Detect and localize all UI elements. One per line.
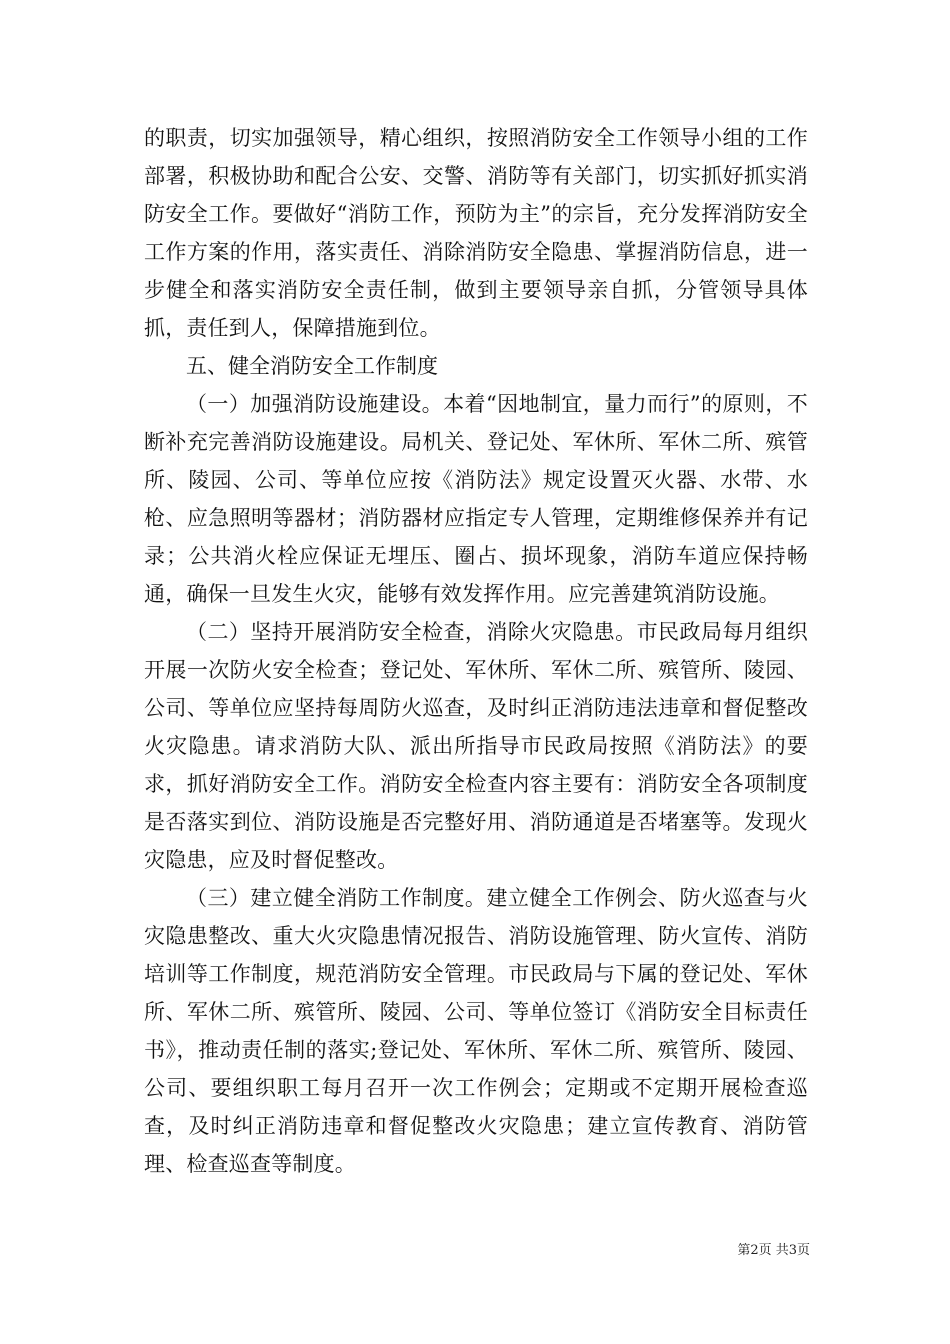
paragraph-item-1: （一）加强消防设施建设。本着“因地制宜，量力而行”的原则，不断补充完善消防设施建设。局机关、登记处、军休所、军休二所、殡管所、陵园、公司、等单位应按《消防法》规定设置灭火器、水带、水枪、应急照明等器材；消防器材应指定专人管理，定期维修保养并有记录；公共消火栓应保证无埋压、圈占、损坏现象，消防车道应保持畅通，确保一旦发生火灾，能够有效发挥作用。应完善建筑消防设施。 bbox=[144, 392, 808, 606]
paragraph-continuation: 的职责，切实加强领导，精心组织，按照消防安全工作领导小组的工作部署，积极协助和配合公安、交警、消防等有关部门，切实抓好抓实消防安全工作。要做好“消防工作，预防为主”的宗旨，充分发挥消防安全工作方案的作用，落实责任、消除消防安全隐患、掌握消防信息，进一步健全和落实消防安全责任制，做到主要领导亲自抓，分管领导具体抓，责任到人，保障措施到位。 bbox=[144, 126, 808, 340]
paragraph-item-3: （三）建立健全消防工作制度。建立健全工作例会、防火巡查与火灾隐患整改、重大火灾隐患情况报告、消防设施管理、防火宣传、消防培训等工作制度，规范消防安全管理。市民政局与下属的登记处、军休所、军休二所、殡管所、陵园、公司、等单位签订《消防安全目标责任书》，推动责任制的落实;登记处、军休所、军休二所、殡管所、陵园、公司、要组织职工每月召开一次工作例会；定期或不定期开展检查巡查，及时纠正消防违章和督促整改火灾隐患；建立宣传教育、消防管理、检查巡查等制度。 bbox=[144, 886, 808, 1176]
section-heading: 五、健全消防安全工作制度 bbox=[186, 354, 438, 378]
paragraph-item-2: （二）坚持开展消防安全检查，消除火灾隐患。市民政局每月组织开展一次防火安全检查；登记处、军休所、军休二所、殡管所、陵园、公司、等单位应坚持每周防火巡查，及时纠正消防违法违章和督促整改火灾隐患。请求消防大队、派出所指导市民政局按照《消防法》的要求，抓好消防安全工作。消防安全检查内容主要有：消防安全各项制度是否落实到位、消防设施是否完整好用、消防通道是否堵塞等。发现火灾隐患，应及时督促整改。 bbox=[144, 620, 808, 872]
page-number: 第2页 共3页 bbox=[737, 1243, 810, 1258]
document-body bbox=[144, 119, 808, 1183]
